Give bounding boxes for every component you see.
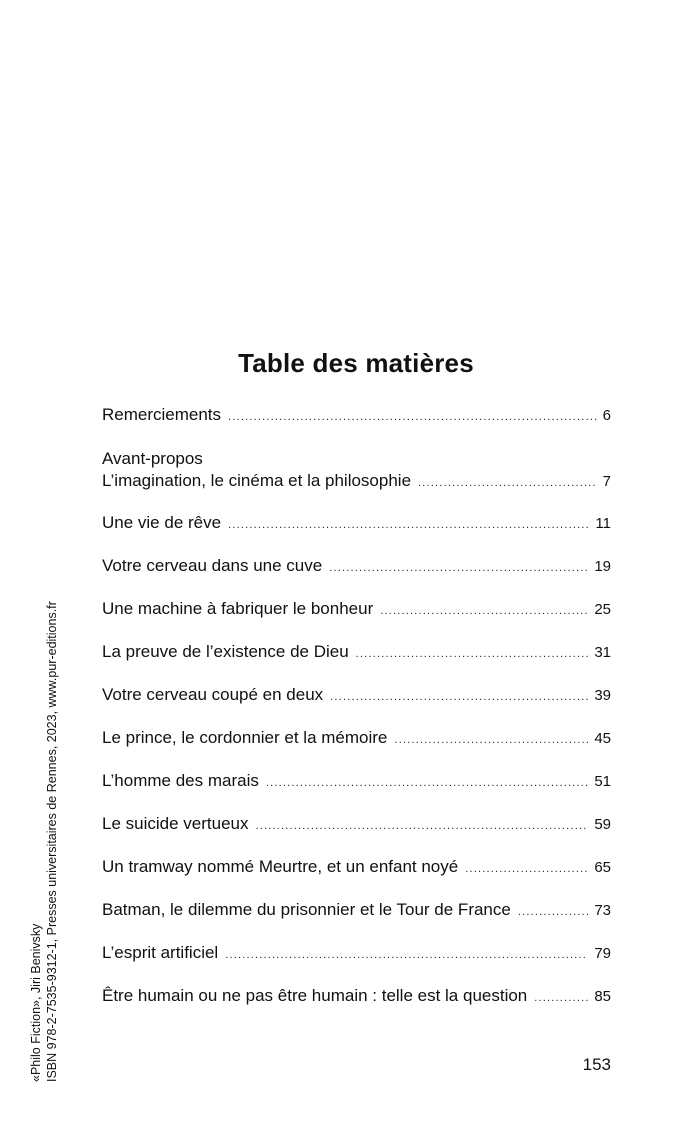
toc-entry-page: 39	[594, 687, 611, 704]
toc-entry-page: 65	[594, 859, 611, 876]
toc-entry	[102, 641, 611, 665]
toc-entry	[102, 555, 611, 579]
dot-leader	[266, 772, 588, 794]
toc-entry-page: 25	[594, 601, 611, 618]
toc-entry-heading: Avant-propos	[102, 449, 203, 468]
copyright-notice	[28, 601, 60, 1082]
dot-leader	[330, 686, 588, 708]
dot-leader	[225, 944, 588, 966]
toc-entry-title: Votre cerveau coupé en deux	[102, 685, 324, 704]
toc-entry	[102, 598, 611, 622]
dot-leader	[534, 987, 588, 1009]
toc-entry-page: 11	[595, 515, 611, 532]
toc-entry	[102, 448, 611, 494]
toc-entry	[102, 727, 611, 751]
dot-leader	[465, 858, 588, 880]
toc-entry-title: Une vie de rêve	[102, 513, 222, 532]
toc-entry-page: 6	[602, 407, 611, 424]
toc-entry-page: 85	[594, 988, 611, 1005]
toc-entry-title: L’imagination, le cinéma et la philosophie	[102, 471, 412, 490]
toc-entry	[102, 856, 611, 880]
page-title: Table des matières	[238, 348, 474, 378]
dot-leader	[356, 643, 589, 665]
toc-entry-title: La preuve de l’existence de Dieu	[102, 642, 349, 661]
toc-entry	[102, 985, 611, 1009]
dot-leader	[329, 557, 588, 579]
toc-entry-title: Le suicide vertueux	[102, 814, 249, 833]
toc-entry-title: Une machine à fabriquer le bonheur	[102, 599, 374, 618]
toc-entry	[102, 770, 611, 794]
page-number: 153	[582, 1055, 611, 1074]
copyright-notice-line2: ISBN 978-2-7535-9312-1, Presses universitaires de Rennes, 2023, www.pur-editions.fr	[45, 601, 59, 1082]
dot-leader	[394, 729, 588, 751]
dot-leader	[418, 472, 597, 494]
toc-entry-page: 19	[594, 558, 611, 575]
toc-entry-title: Le prince, le cordonnier et la mémoire	[102, 728, 388, 747]
toc-entry	[102, 942, 611, 966]
copyright-notice-line1: «Philo Fiction», Jiri Benivsky	[29, 923, 43, 1082]
dot-leader	[228, 514, 589, 536]
dot-leader	[380, 600, 588, 622]
toc-entry-page: 51	[594, 773, 611, 790]
toc-entry	[102, 899, 611, 923]
toc-entry-title: Remerciements	[102, 405, 222, 424]
toc-entry-page: 31	[594, 644, 611, 661]
toc-entry-title: Un tramway nommé Meurtre, et un enfant noyé	[102, 857, 459, 876]
dot-leader	[255, 815, 588, 837]
toc-entry	[102, 813, 611, 837]
toc-entry-title: Être humain ou ne pas être humain : telle est la question	[102, 986, 528, 1005]
toc-entry	[102, 684, 611, 708]
toc-entry-title: L’esprit artificiel	[102, 943, 219, 962]
toc-entry-title: Batman, le dilemme du prisonnier et le Tour de France	[102, 900, 511, 919]
dot-leader	[518, 901, 588, 923]
toc-entry-page: 45	[594, 730, 611, 747]
toc-entry	[102, 512, 611, 536]
toc-entry-title: Votre cerveau dans une cuve	[102, 556, 323, 575]
toc-entry-page: 59	[594, 816, 611, 833]
dot-leader	[228, 406, 597, 428]
toc-entry-page: 79	[594, 945, 611, 962]
toc-entry-page: 7	[602, 473, 611, 490]
toc-entry-page: 73	[594, 902, 611, 919]
toc-entry-title: L’homme des marais	[102, 771, 259, 790]
toc-entry	[102, 404, 611, 428]
